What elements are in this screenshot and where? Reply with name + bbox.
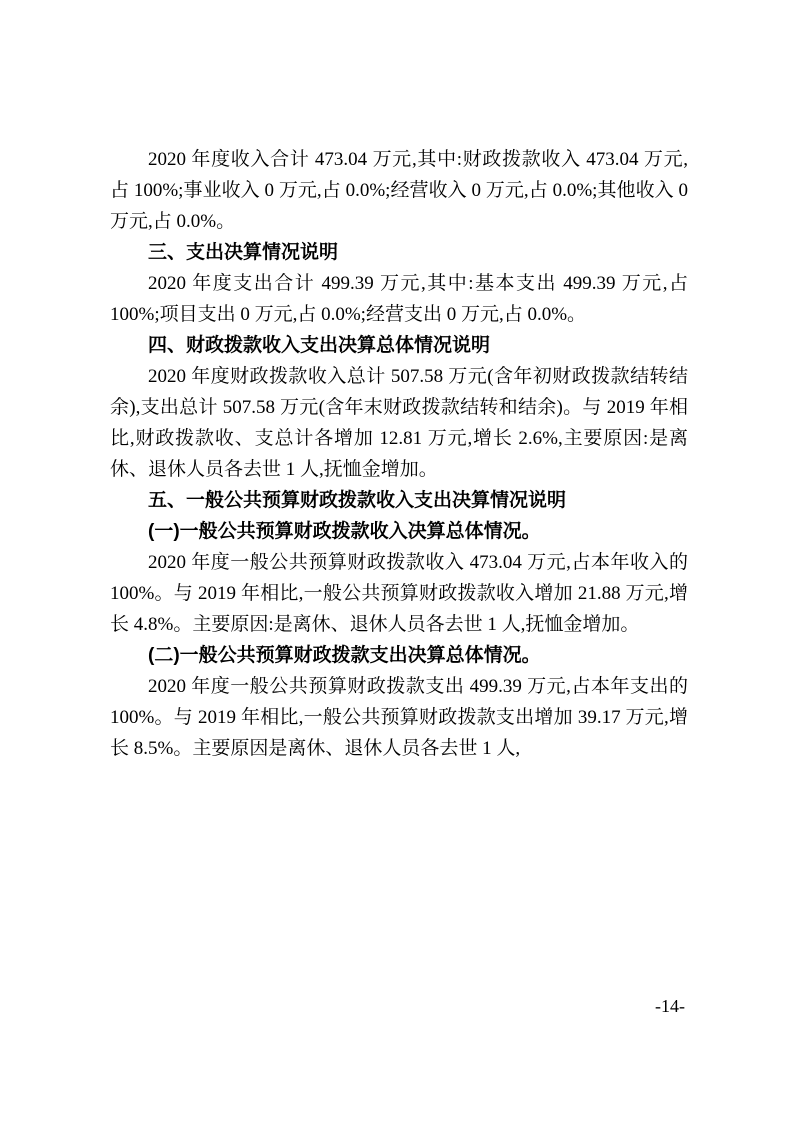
paragraph-general-budget-expenditure: 2020 年度一般公共预算财政拨款支出 499.39 万元,占本年支出的 100%。与 2019 年相比,一般公共预算财政拨款支出增加 39.17 万元,增长 8.5%。主要原因是离休、退休人员各去世 1 人,: [110, 676, 688, 759]
heading-section-3-expenditure: 三、支出决算情况说明: [148, 242, 339, 263]
heading-section-5-general-public-budget: 五、一般公共预算财政拨款收入支出决算情况说明: [148, 490, 567, 511]
subheading-5-1-income-overview: (一)一般公共预算财政拨款收入决算总体情况。: [148, 521, 541, 542]
page-number: -14-: [655, 996, 685, 1016]
subheading-5-2-expenditure-overview: (二)一般公共预算财政拨款支出决算总体情况。: [148, 645, 541, 666]
heading-section-4-fiscal-appropriation: 四、财政拨款收入支出决算总体情况说明: [148, 335, 491, 356]
paragraph-fiscal-appropriation-summary: 2020 年度财政拨款收入总计 507.58 万元(含年初财政拨款结转结余),支出总计 507.58 万元(含年末财政拨款结转和结余)。与 2019 年相比,财政拨款收、支总计各增加 12.81 万元,增长 2.6%,主要原因:是离休、退休人员各去世 1 人,抚恤金增加。: [110, 366, 688, 480]
document-body: [110, 144, 688, 764]
paragraph-income-summary: 2020 年度收入合计 473.04 万元,其中:财政拨款收入 473.04 万元,占 100%;事业收入 0 万元,占 0.0%;经营收入 0 万元,占 0.0%;其他收入 0 万元,占 0.0%。: [110, 149, 688, 232]
paragraph-general-budget-income: 2020 年度一般公共预算财政拨款收入 473.04 万元,占本年收入的 100%。与 2019 年相比,一般公共预算财政拨款收入增加 21.88 万元,增长 4.8%。主要原因:是离休、退休人员各去世 1 人,抚恤金增加。: [110, 552, 688, 635]
paragraph-expenditure-summary: 2020 年度支出合计 499.39 万元,其中:基本支出 499.39 万元,占 100%;项目支出 0 万元,占 0.0%;经营支出 0 万元,占 0.0%。: [110, 273, 688, 325]
